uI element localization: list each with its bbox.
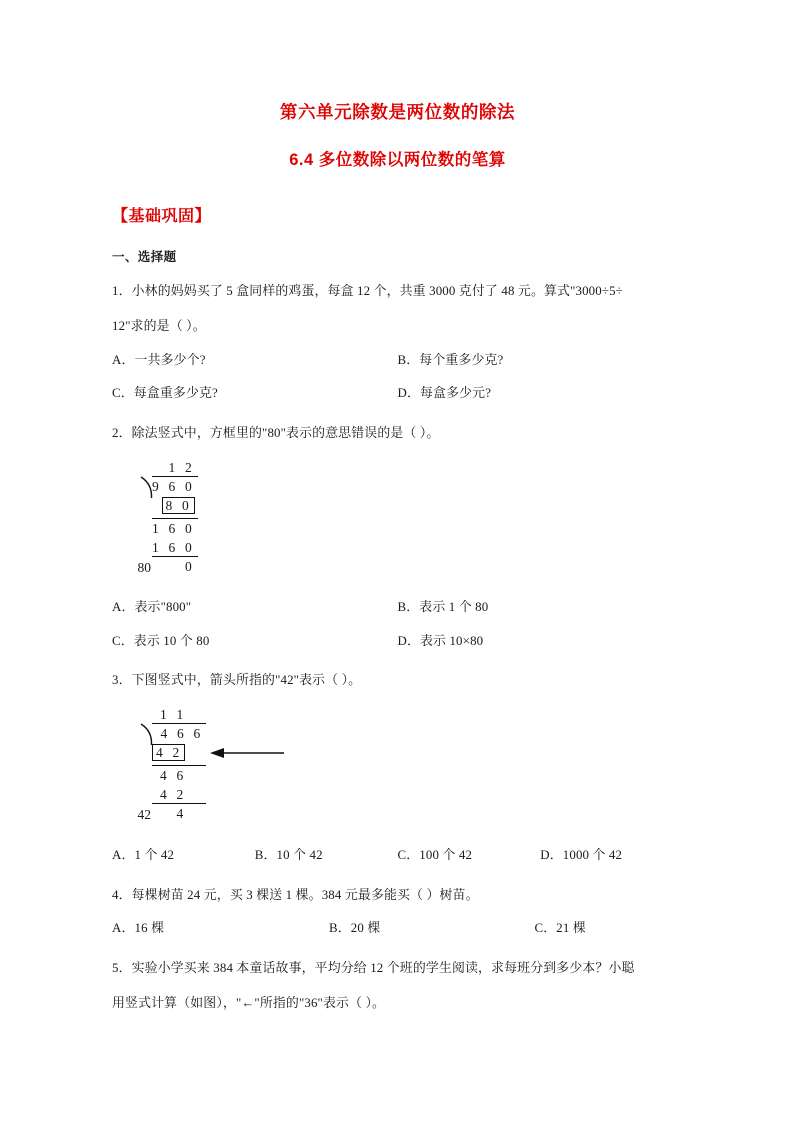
- question-3-options-row: [112, 823, 683, 868]
- document-title: 第六单元除数是两位数的除法: [279, 102, 516, 122]
- boxed-partial-q3: [152, 743, 206, 762]
- question-3-line-1: 3．下图竖式中，箭头所指的"42"表示（ ）。: [112, 672, 362, 687]
- dividend-q2: 9 6 0: [152, 479, 195, 495]
- option-1-b[interactable]: B．每个重多少克?: [397, 352, 504, 367]
- divisor-q2: 80: [137, 560, 151, 576]
- question-2-long-division: [112, 446, 683, 576]
- quotient-q2: 1 2: [152, 458, 198, 477]
- question-1-line-1: 1．小林的妈妈买了 5 盒同样的鸡蛋，每盒 12 个，共重 3000 克付了 48 元。算式"3000÷5÷: [112, 283, 623, 298]
- option-2-c[interactable]: C．表示 10 个 80: [112, 633, 210, 648]
- remainder-q3: 4: [176, 806, 187, 822]
- question-5-line-1: 5．实验小学买来 384 本童话故事，平均分给 12 个班的学生阅读，求每班分到多少本？小聪: [112, 960, 635, 975]
- boxed-42: 4 2: [152, 744, 185, 761]
- remainder-q2: 0: [185, 559, 195, 575]
- pointer-arrow-icon: [208, 747, 286, 759]
- boxed-partial-q2: [152, 496, 198, 515]
- partial-row-q3-1: 4 6: [160, 768, 187, 784]
- option-3-a[interactable]: A．1 个 42: [112, 848, 175, 863]
- question-2-options-row-2: [112, 621, 683, 654]
- quotient-q3: 1 1: [152, 705, 206, 724]
- divisor-q3: 42: [137, 807, 151, 823]
- partial-row-q2-2: 1 6 0: [152, 538, 198, 557]
- option-3-b[interactable]: B．10 个 42: [254, 848, 323, 863]
- partial-row-q2-1: 1 6 0: [152, 521, 195, 537]
- option-2-b[interactable]: B．表示 1 个 80: [397, 600, 489, 615]
- section-heading: 【基础巩固】: [112, 207, 212, 225]
- question-2-line-1: 2．除法竖式中，方框里的"80"表示的意思错误的是（ ）。: [112, 425, 440, 440]
- option-2-d[interactable]: D．表示 10×80: [397, 633, 484, 648]
- option-3-d[interactable]: D．1000 个 42: [540, 848, 623, 863]
- question-4-options-row: [112, 908, 683, 941]
- option-1-d[interactable]: D．每盒多少元?: [397, 386, 492, 401]
- part-heading: 一、选择题: [112, 249, 177, 264]
- question-4-line-1: 4．每棵树苗 24 元，买 3 棵送 1 棵。384 元最多能买（ ）树苗。: [112, 887, 479, 902]
- option-1-a[interactable]: A．一共多少个?: [112, 352, 206, 367]
- question-3-long-division: [112, 693, 683, 823]
- dividend-q3: 4 6 6: [160, 726, 204, 742]
- document-subtitle: 6.4 多位数除以两位数的笔算: [289, 151, 506, 169]
- option-4-a[interactable]: A．16 棵: [112, 921, 165, 936]
- division-bracket-icon: [140, 477, 153, 498]
- boxed-80: 8 0: [162, 497, 195, 514]
- option-2-a[interactable]: A．表示"800": [112, 600, 192, 615]
- partial-row-q3-2: 4 2: [152, 785, 206, 804]
- division-bracket-icon: [140, 724, 153, 745]
- question-1-options-row-1: [112, 340, 683, 373]
- question-1-options-row-2: [112, 373, 683, 406]
- option-1-c[interactable]: C．每盒重多少克?: [112, 386, 218, 401]
- question-2-options-row-1: [112, 576, 683, 620]
- question-5-line-2: 用竖式计算（如图），"←"所指的"36"表示（ ）。: [112, 996, 386, 1011]
- option-3-c[interactable]: C．100 个 42: [397, 848, 473, 863]
- option-4-c[interactable]: C．21 棵: [534, 921, 586, 936]
- question-1-line-2: 12"求的是（ ）。: [112, 319, 206, 334]
- option-4-b[interactable]: B．20 棵: [328, 921, 381, 936]
